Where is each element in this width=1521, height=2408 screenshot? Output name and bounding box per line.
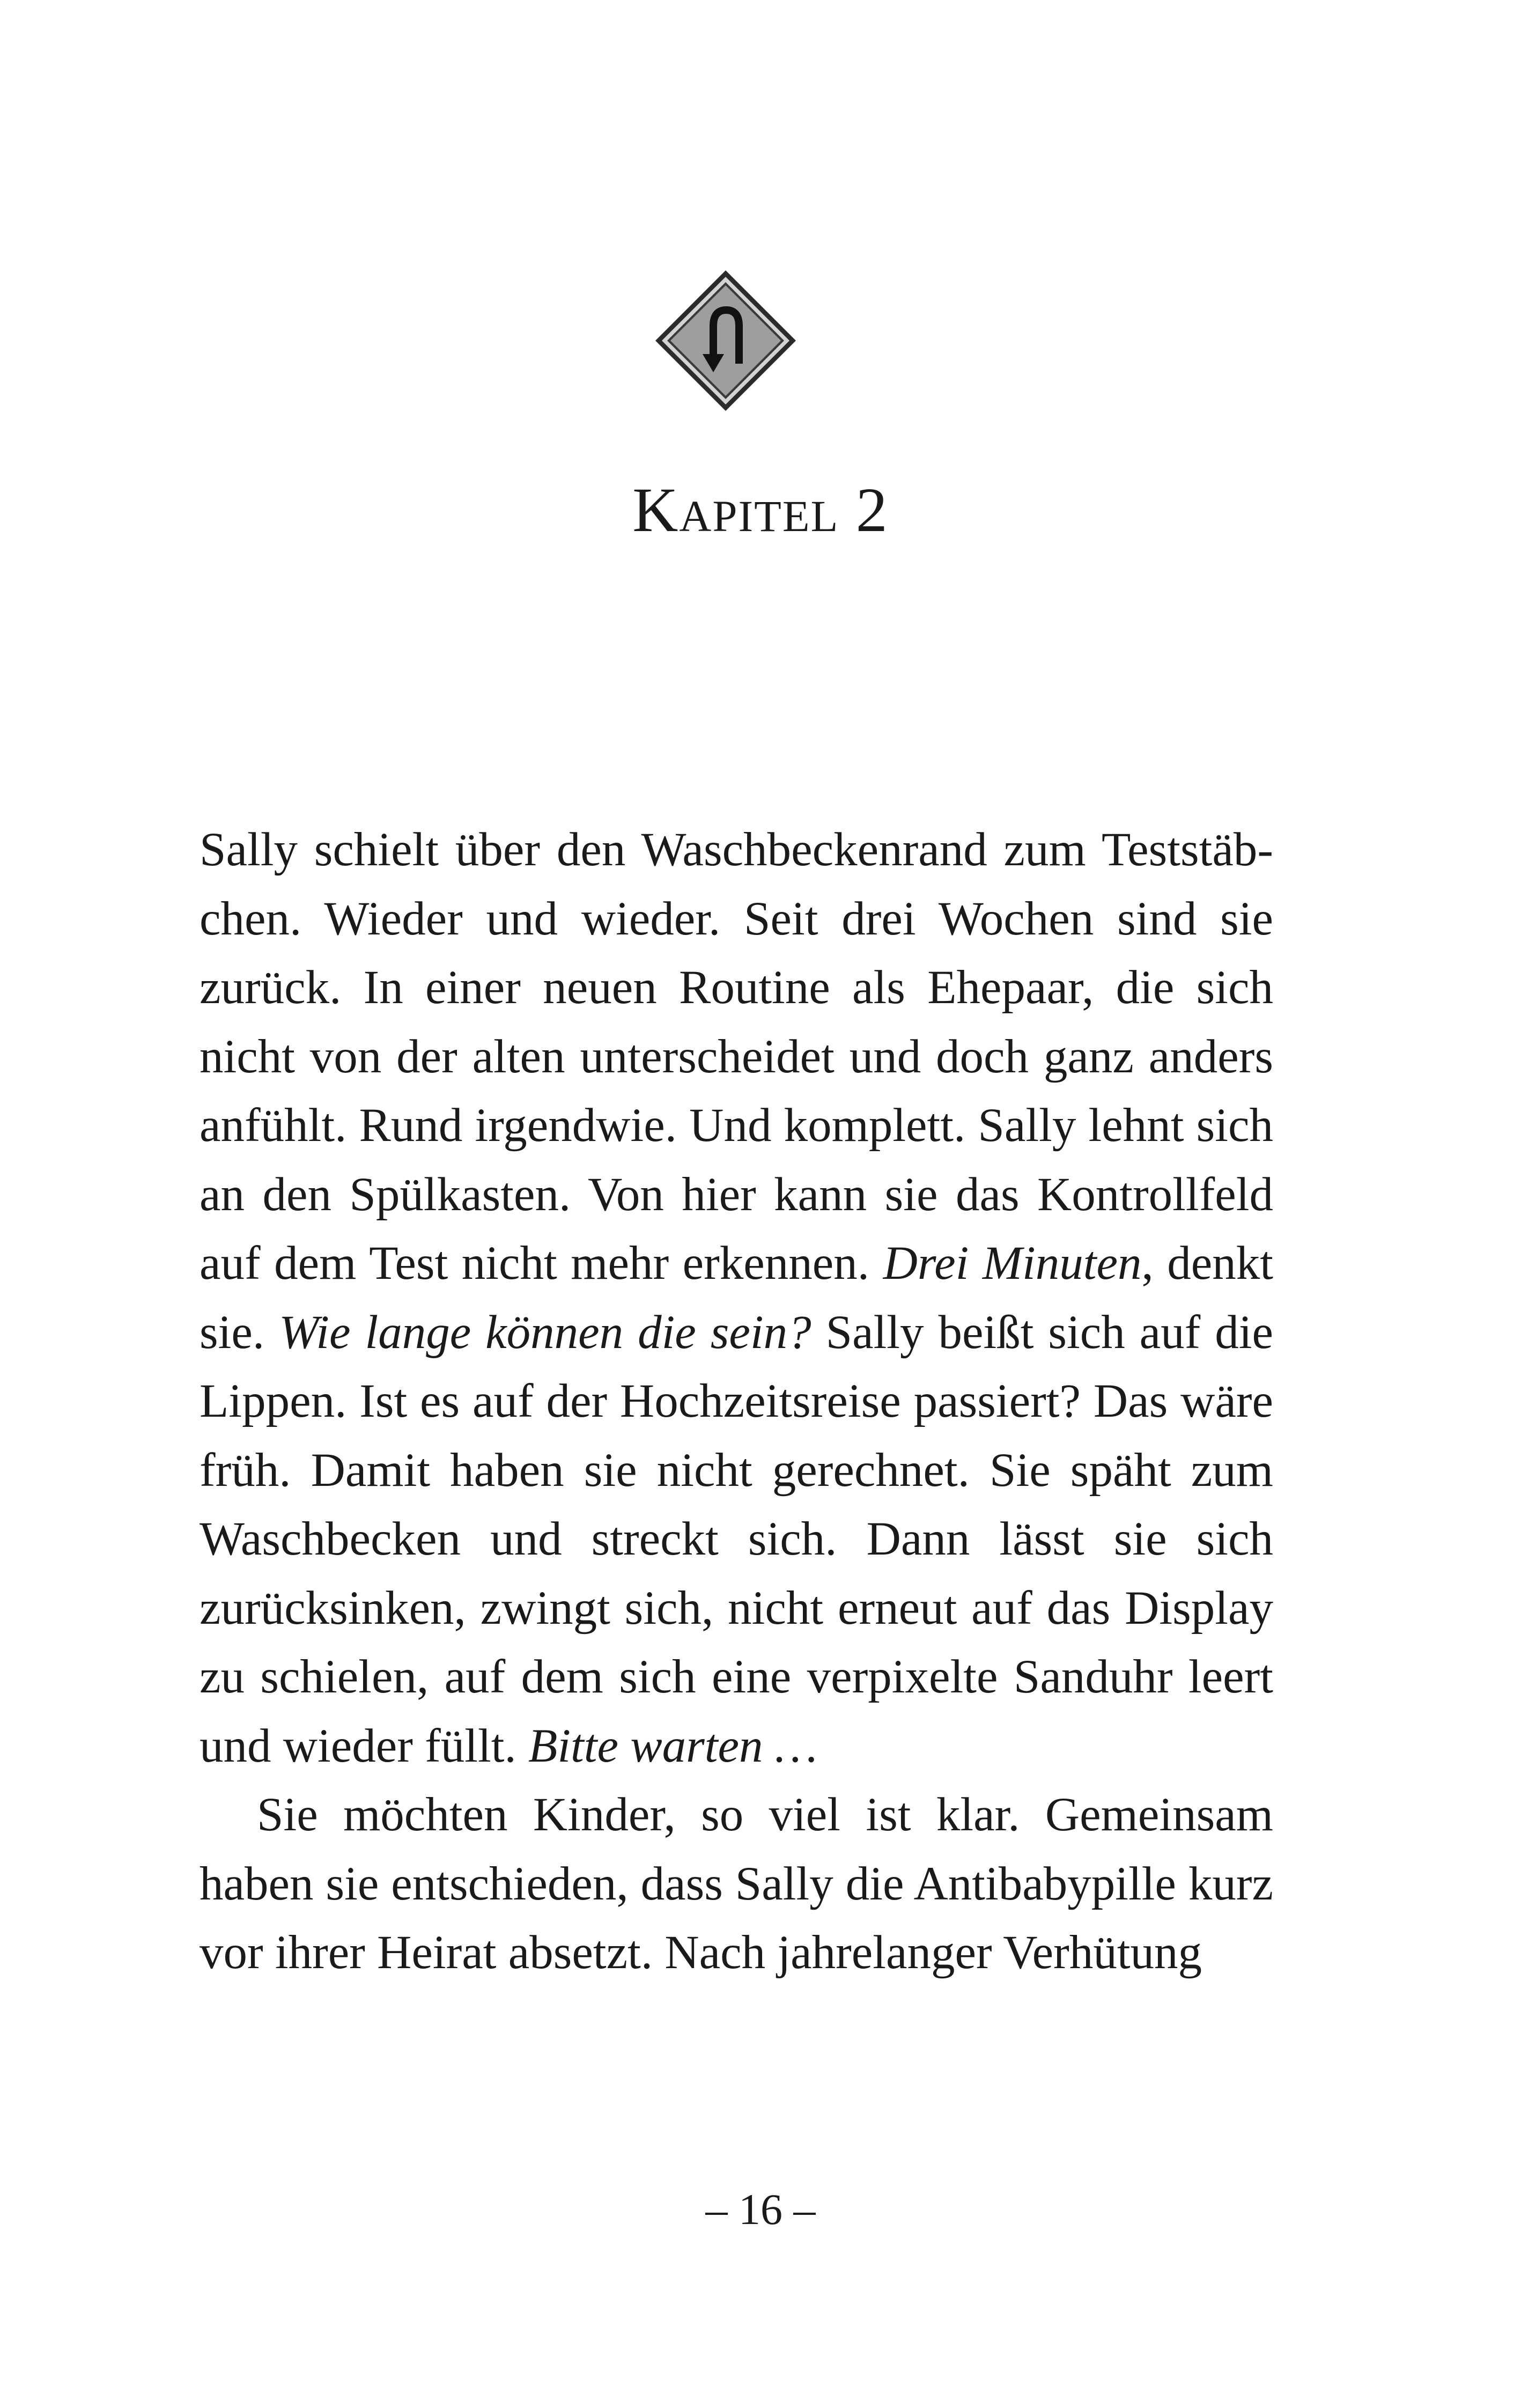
chapter-body (200, 815, 1273, 1987)
italic-run: Bitte warten … (528, 1719, 817, 1772)
text-run: , denkt sie. (200, 1237, 1274, 1359)
paragraph (200, 815, 1273, 1780)
u-turn-sign-icon (653, 268, 798, 413)
text-run: Sie möchten Kinder, so viel ist klar. Gemeinsam haben sie entschieden, dass Sally die Antibabypille kurz vor ihrer Heirat absetzt. Nach jahrelanger Verhütung (200, 1788, 1273, 1979)
italic-run: Wie lange können die sein? (279, 1306, 811, 1359)
text-run: Sally beißt sich auf die Lippen. Ist es auf der Hochzeitsreise passiert? Das wäre früh. Damit haben sie nicht gerechnet. Sie späht zum Waschbecken und streckt sich. Dann lässt sie sich zurücksinken, zwingt sich, nicht erneut auf das Display zu schielen, auf dem sich eine verpixelte Sanduhr leert und wieder füllt. (200, 1306, 1273, 1772)
chapter-title: Kapitel 2 (632, 475, 889, 545)
text-run: Sally schielt über den Waschbeckenrand zum Teststäbchen. Wieder und wieder. Seit drei Wochen sind sie zurück. In einer neuen Routine als Ehepaar, die sich nicht von der alten unterscheidet und doch ganz anders anfühlt. Rund irgendwie. Und komplett. Sally lehnt sich an den Spülkasten. Von hier kann sie das Kontrollfeld auf dem Test nicht mehr erkennen. (200, 823, 1273, 1290)
italic-run: Drei Minuten (883, 1237, 1142, 1290)
page-number: – 16 – (705, 2185, 816, 2234)
paragraph (200, 1780, 1273, 1987)
